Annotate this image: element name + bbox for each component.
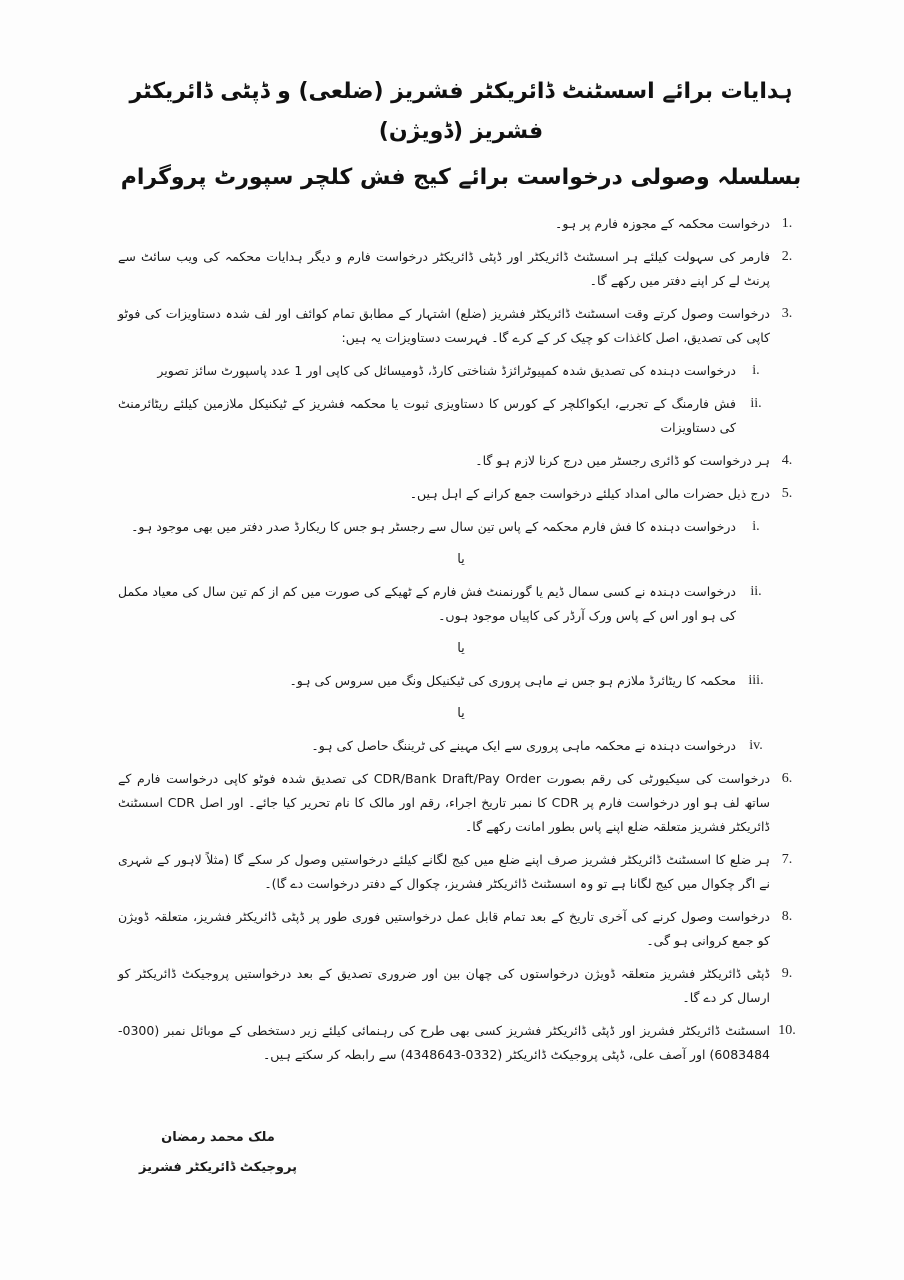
item-number: 2. (781, 249, 793, 264)
document-subtitle: بسلسلہ وصولی درخواست برائے کیج فش کلچر سپورٹ پروگرام (120, 165, 802, 190)
or-separator: یا (457, 552, 465, 567)
instruction-item (118, 245, 804, 293)
sub-item (118, 669, 776, 693)
sub-item-text: درخواست دہندہ کا فش فارم محکمہ کے پاس تین سال سے رجسٹر ہو جس کا ریکارڈ صدر دفتر میں بھی موجود ہو۔ (131, 519, 736, 534)
instruction-item (118, 1019, 804, 1067)
item-text: درج ذیل حضرات مالی امداد کیلئے درخواست جمع کرانے کے اہل ہیں۔ (409, 486, 770, 501)
sub-item (118, 580, 776, 628)
item-number: 7. (781, 852, 793, 867)
instruction-item (118, 848, 804, 896)
item-number: 3. (781, 306, 793, 321)
item-text: اسسٹنٹ ڈائریکٹر فشریز اور ڈپٹی ڈائریکٹر فشریز کسی بھی طرح کی رہنمائی کیلئے زیر دستخطی کے موبائل نمبر (0300-6083484) اور آصف علی، ڈپٹی پروجیکٹ ڈائریکٹر (0332-4348643) سے رابطہ کر سکتے ہیں۔ (118, 1023, 770, 1062)
instruction-item (118, 212, 804, 236)
item-text: ہر ضلع کا اسسٹنٹ ڈائریکٹر فشریز صرف اپنے ضلع میں کیج لگانے کیلئے درخواستیں وصول کر سکے گا (مثلاً لاہور کے شہری نے اگر چکوال میں کیج لگانا ہے تو وہ اسسٹنٹ ڈائریکٹر فشریز، چکوال کے دفتر درخواست دے گا)۔ (118, 852, 770, 891)
sub-item-number: ii. (750, 396, 762, 411)
sub-item (118, 359, 776, 383)
item-number: 10. (778, 1023, 796, 1038)
item-number: 8. (781, 909, 793, 924)
instruction-item (118, 767, 804, 839)
item-text: درخواست وصول کرنے کی آخری تاریخ کے بعد تمام قابل عمل درخواستیں فوری طور پر ڈپٹی ڈائریکٹر فشریز، متعلقہ ڈویژن کو جمع کروانی ہو گی۔ (118, 909, 770, 948)
sub-item-number: i. (752, 519, 760, 534)
sub-item-number: iii. (748, 673, 764, 688)
instruction-item (118, 449, 804, 473)
sub-item-text: درخواست دہندہ نے کسی سمال ڈیم یا گورنمنٹ فش فارم کے ٹھیکے کی صورت میں کم از کم تین سال کی معیاد مکمل کی ہو اور اس کے پاس ورک آرڈر کی کاپیاں موجود ہوں۔ (118, 584, 736, 623)
item-text: درخواست محکمہ کے مجوزہ فارم پر ہو۔ (555, 216, 770, 231)
or-separator: یا (457, 641, 465, 656)
sub-item-text: فش فارمنگ کے تجربے، ایکواکلچر کے کورس کا دستاویزی ثبوت یا محکمہ فشریز کے ٹیکنیکل ملازمین کیلئے ریٹائرمنٹ کی دستاویزات (118, 396, 736, 435)
item-number: 9. (781, 966, 793, 981)
sub-item (118, 734, 776, 758)
instruction-item (118, 905, 804, 953)
item-number: 4. (781, 453, 793, 468)
item-text: درخواست کی سیکیورٹی کی رقم بصورت CDR/Bank Draft/Pay Order کی تصدیق شدہ فوٹو کاپی درخواست فارم کے ساتھ لف ہو اور درخواست فارم پر CDR کا نمبر تاریخ اجراء، رقم اور مالک کا نام تحریر کیا جائے۔ اور اصل CDR اسسٹنٹ ڈائریکٹر فشریز متعلقہ ضلع اپنے پاس بطور امانت رکھے گا۔ (118, 771, 771, 834)
signatory-designation: پروجیکٹ ڈائریکٹر فشریز (139, 1160, 297, 1175)
item-number: 6. (781, 771, 793, 786)
instruction-list (118, 212, 804, 1067)
instruction-item (118, 302, 804, 350)
sub-item-text: درخواست دہندہ نے محکمہ ماہی پروری سے ایک مہینے کی ٹریننگ حاصل کی ہو۔ (311, 738, 736, 753)
item-number: 1. (781, 216, 793, 231)
sub-item-text: درخواست دہندہ کی تصدیق شدہ کمپیوٹرائزڈ شناختی کارڈ، ڈومیسائل کی کاپی اور 1 عدد پاسپورٹ سائز تصویر (157, 363, 736, 378)
sub-item-number: ii. (750, 584, 762, 599)
signature-block (118, 1123, 318, 1183)
sub-item (118, 392, 776, 440)
signatory-name: ملک محمد رمضان (161, 1130, 275, 1145)
item-text: فارمر کی سہولت کیلئے ہر اسسٹنٹ ڈائریکٹر اور ڈپٹی ڈائریکٹر درخواست فارم و دیگر ہدایات محکمہ کی ویب سائٹ سے پرنٹ لے کر اپنے دفتر میں رکھے گا۔ (118, 249, 770, 288)
item-text: ڈپٹی ڈائریکٹر فشریز متعلقہ ڈویژن درخواستوں کی چھان بین اور ضروری تصدیق کے بعد درخواستیں پروجیکٹ ڈائریکٹر کو ارسال کر دے گا۔ (118, 966, 770, 1005)
item-text: درخواست وصول کرتے وقت اسسٹنٹ ڈائریکٹر فشریز (ضلع) اشتہار کے مطابق تمام کوائف اور لف شدہ دستاویزات کی فوٹو کاپی کی تصدیق، اصل کاغذات کو چیک کر کے کرے گا۔ فہرست دستاویزات یہ ہیں: (118, 306, 770, 345)
sub-item-number: i. (752, 363, 760, 378)
item-number: 5. (781, 486, 793, 501)
instruction-item (118, 962, 804, 1010)
or-separator: یا (457, 706, 465, 721)
instruction-item (118, 482, 804, 506)
sub-item (118, 515, 776, 539)
item-text: ہر درخواست کو ڈائری رجسٹر میں درج کرنا لازم ہو گا۔ (475, 453, 770, 468)
sub-item-text: محکمہ کا ریٹائرڈ ملازم ہو جس نے ماہی پروری کی ٹیکنیکل ونگ میں سروس کی ہو۔ (289, 673, 736, 688)
sub-item-number: iv. (749, 738, 763, 753)
document-title: ہدایات برائے اسسٹنٹ ڈائریکٹر فشریز (ضلعی) و ڈپٹی ڈائریکٹر فشریز (ڈویژن) (129, 79, 793, 144)
